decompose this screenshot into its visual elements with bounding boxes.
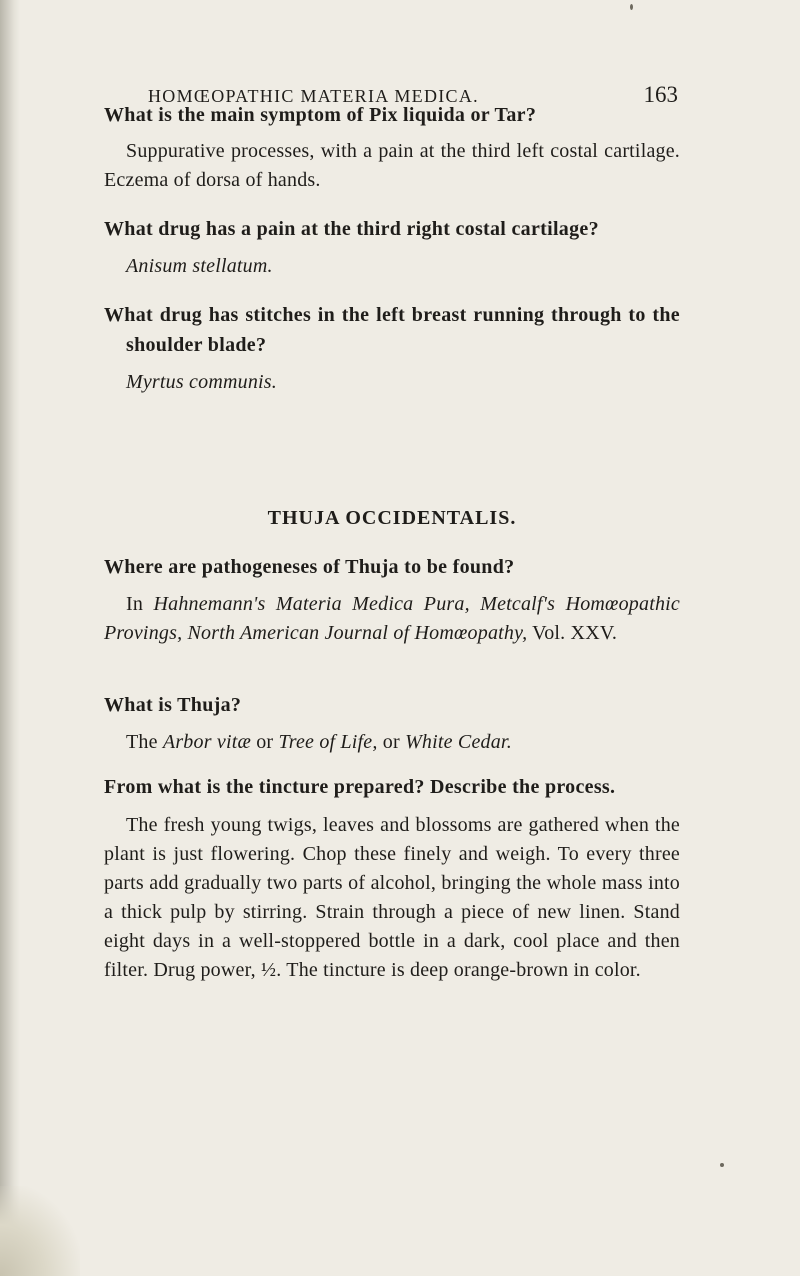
name-tree-of-life: Tree of Life,	[278, 731, 378, 753]
answer-suffix: Vol. XXV.	[527, 622, 618, 644]
qa-what-is-thuja	[104, 690, 680, 757]
source-metcalf: Metcalf's Homœopathic Provings,	[104, 593, 680, 644]
question: What is the main symptom of Pix liquida or Tar?	[104, 104, 537, 126]
page-gutter-shadow	[0, 0, 20, 1276]
question: From what is the tincture prepared? Describe the process.	[104, 776, 616, 798]
answer: The Arbor vitæ or Tree of Life, or White Cedar.	[126, 731, 512, 753]
answer: Myrtus communis.	[126, 371, 277, 393]
name-white-cedar: White Cedar.	[405, 731, 512, 753]
qa-pix-liquida	[104, 100, 680, 195]
section-heading: THUJA OCCIDENTALIS.	[267, 507, 517, 529]
source-hahnemann: Hahnemann's Materia Medica Pura,	[153, 593, 470, 615]
answer: The fresh young twigs, leaves and blossoms are gathered when the plant is just flowering. Chop these finely and weigh. To every three parts add gradually two parts of alcohol, bringing the whole mass into a thick pulp by stirring. Strain through a piece of new linen. Stand eight days in a well-stoppered bottle in a dark, cool place and then filter. Drug power, ½. The tincture is deep orange-brown in color.	[104, 814, 680, 981]
question: What drug has stitches in the left breast running through to the shoulder blade?	[104, 304, 680, 356]
answer-prefix: In	[126, 593, 154, 615]
source-journal: North American Journal of Homœopathy,	[187, 622, 528, 644]
answer: Anisum stellatum.	[126, 255, 273, 277]
qa-right-costal	[104, 214, 680, 281]
qa-pathogeneses	[104, 552, 680, 648]
running-title: HOMŒOPATHIC MATERIA MEDICA.	[148, 86, 479, 106]
page-number: 163	[643, 82, 678, 107]
answer	[104, 590, 680, 648]
answer: Suppurative processes, with a pain at the third left costal cartilage. Eczema of dorsa of hands.	[104, 140, 680, 191]
paper-speck	[630, 4, 633, 10]
qa-left-breast	[104, 300, 680, 397]
question: What drug has a pain at the third right costal cartilage?	[104, 218, 599, 240]
name-arbor-vitae: Arbor vitæ	[162, 731, 252, 753]
paper-speck	[720, 1163, 724, 1167]
question: Where are pathogeneses of Thuja to be found?	[104, 556, 515, 578]
page-corner-shadow	[0, 1186, 80, 1276]
question: What is Thuja?	[104, 694, 242, 716]
qa-tincture	[104, 772, 680, 985]
